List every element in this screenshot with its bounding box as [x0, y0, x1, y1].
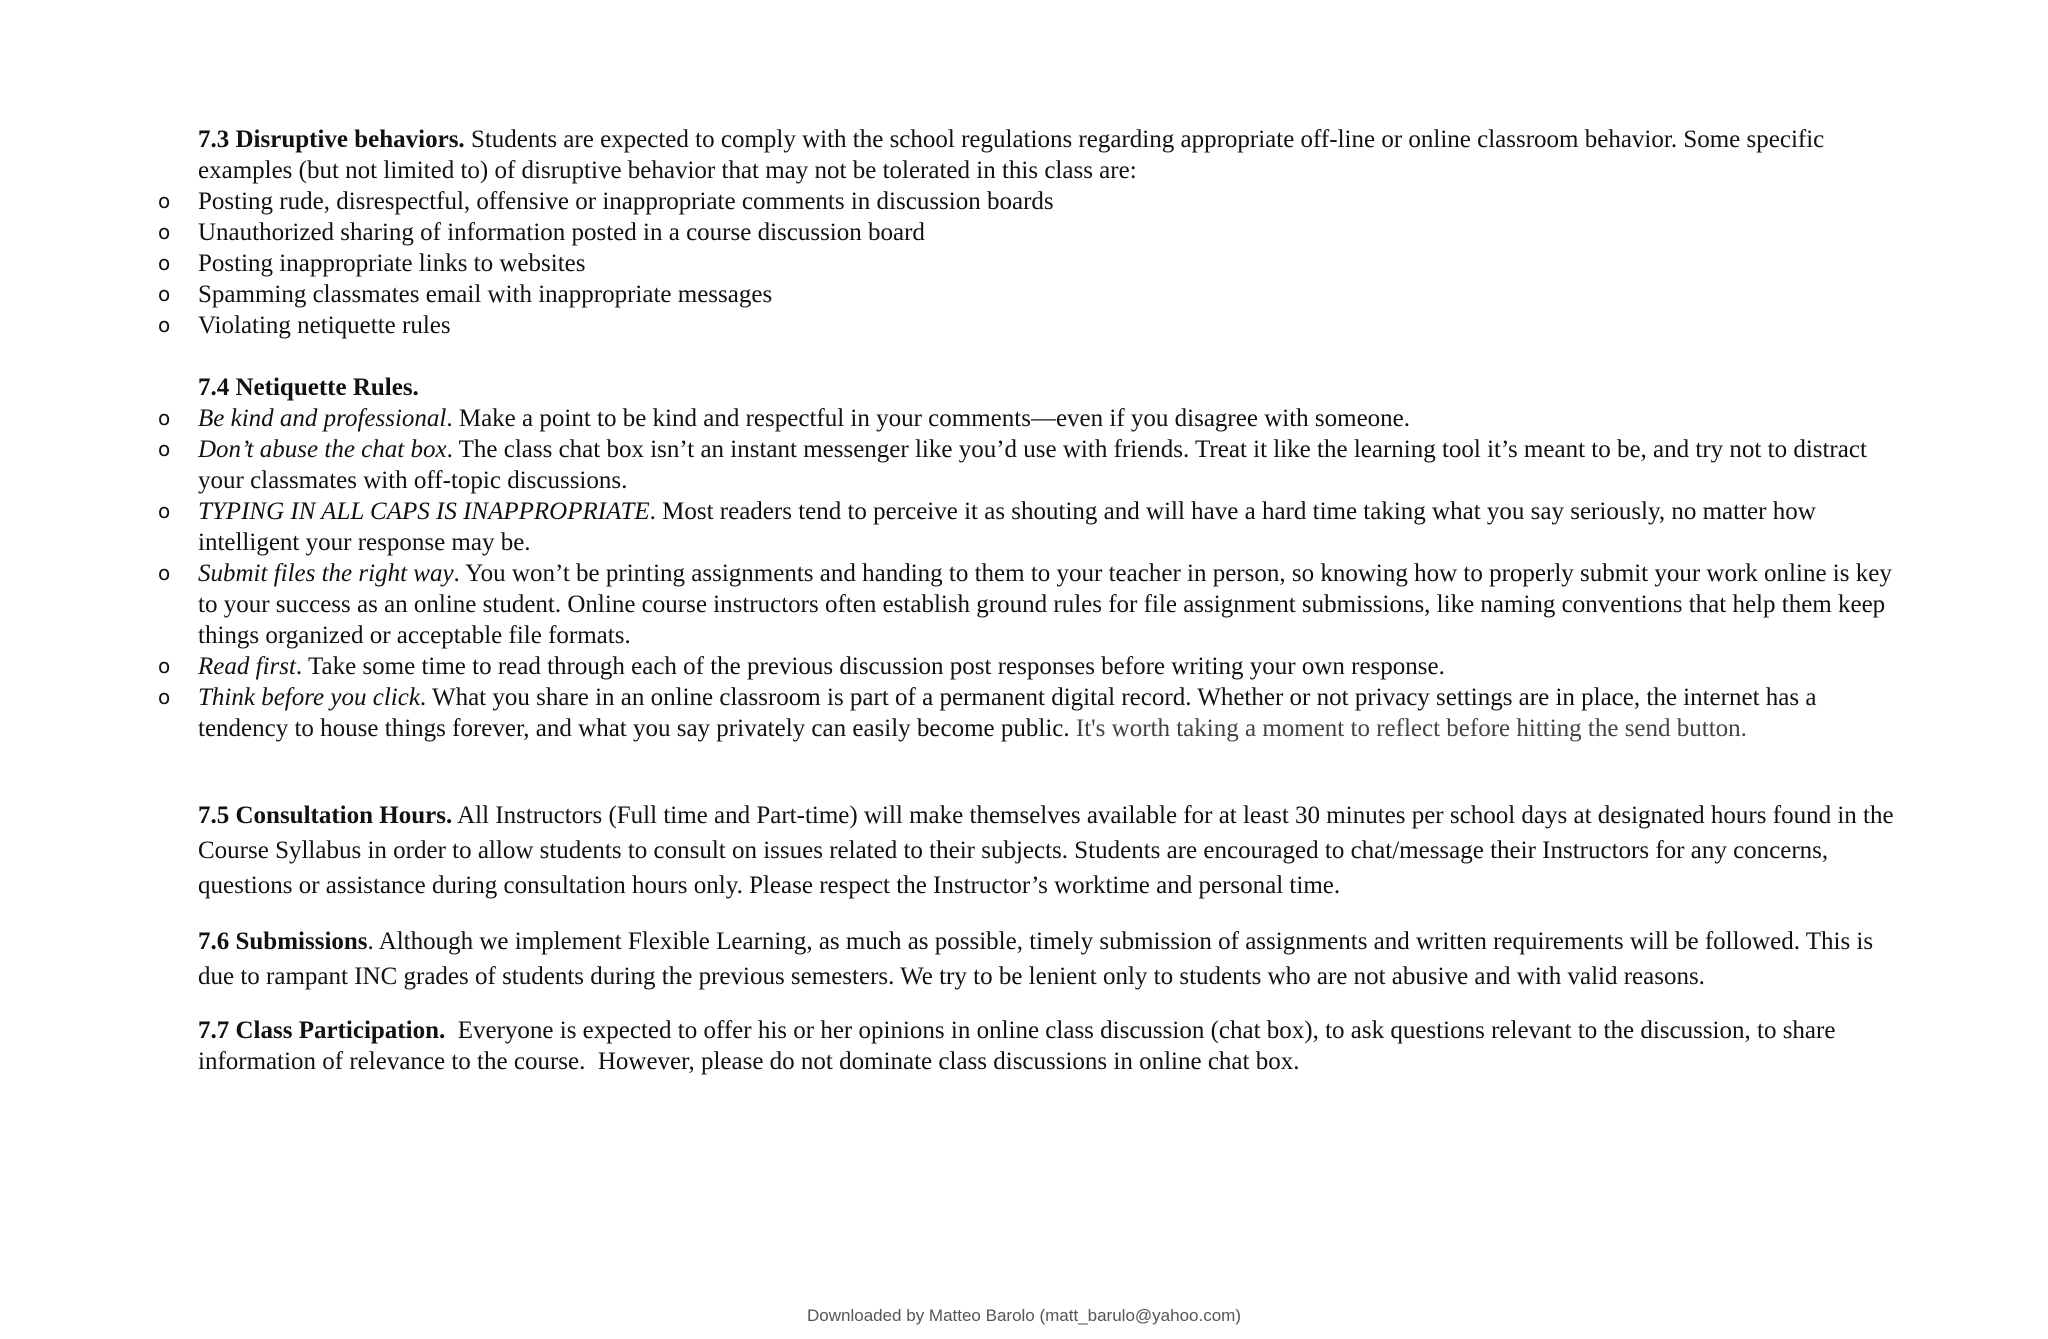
- rule-text: . What you share in an online classroom is part of a permanent digital record. Whether or not privacy settings are in place, the internet has a tendency to house things forever, and what you say privately can easily become public.: [198, 684, 1817, 742]
- rule-text: . The class chat box isn’t an instant messenger like you’d use with friends. Treat it like the learning tool it’s meant to be, and try not to distract your classmates with off-topic discussions.: [198, 436, 1867, 494]
- bullet-circle-icon: o: [158, 313, 171, 337]
- list-item-text: Unauthorized sharing of information posted in a course discussion board: [198, 219, 925, 246]
- download-footer: Downloaded by Matteo Barolo (matt_barulo@yahoo.com): [807, 1306, 1241, 1325]
- section-7-7: [198, 1015, 1898, 1077]
- list-item-text: Spamming classmates email with inappropriate messages: [198, 281, 773, 308]
- section-7-5-heading: 7.5 Consultation Hours.: [198, 802, 453, 829]
- section-7-6-text: . Although we implement Flexible Learning, as much as possible, timely submission of assignments and written requirements will be followed. This is due to rampant INC grades of students during the previous semesters. We try to be lenient only to students who are not abusive and with valid reasons.: [198, 928, 1874, 990]
- list-item-text: Posting rude, disrespectful, offensive or inappropriate comments in discussion boards: [198, 188, 1054, 215]
- rule-text: . Make a point to be kind and respectful in your comments—even if you disagree with someone.: [446, 405, 1411, 432]
- rule-text: . Most readers tend to perceive it as shouting and will have a hard time taking what you say seriously, no matter how intelligent your response may be.: [198, 498, 1816, 556]
- section-7-3-text: Students are expected to comply with the school regulations regarding appropriate off-line or online classroom behavior. Some specific examples (but not limited to) of disruptive behavior that may not be tolerated in this class are:: [198, 126, 1825, 184]
- document-page: [158, 124, 1898, 1077]
- section-7-4-heading-line: [198, 372, 1898, 403]
- section-7-4-heading: 7.4 Netiquette Rules.: [198, 374, 419, 401]
- list-item-text: Posting inappropriate links to websites: [198, 250, 586, 277]
- disruptive-behaviors-list: [158, 186, 1898, 341]
- bullet-circle-icon: o: [158, 282, 171, 306]
- rule-lead: Don’t abuse the chat box: [198, 436, 447, 463]
- netiquette-rules-list: [158, 403, 1898, 744]
- rule-text: . You won’t be printing assignments and handing to them to your teacher in person, so knowing how to properly submit your work online is key to your success as an online student. Online course instructors often establish ground rules for file assignment submissions, like naming conventions that help them keep things organized or acceptable file formats.: [198, 560, 1892, 649]
- bullet-circle-icon: o: [158, 406, 171, 430]
- bullet-circle-icon: o: [158, 189, 171, 213]
- bullet-circle-icon: o: [158, 654, 171, 678]
- rule-lead: Think before you click: [198, 684, 420, 711]
- rule-lead: Submit files the right way: [198, 560, 454, 587]
- section-7-7-heading: 7.7 Class Participation.: [198, 1017, 446, 1044]
- bullet-circle-icon: o: [158, 251, 171, 275]
- list-item: [158, 558, 1898, 651]
- list-item: [158, 682, 1898, 744]
- section-7-6-heading: 7.6 Submissions: [198, 928, 368, 955]
- bullet-circle-icon: o: [158, 499, 171, 523]
- rule-tail-text: It's worth taking a moment to reflect before hitting the send button.: [1075, 715, 1747, 742]
- list-item: [158, 403, 1898, 434]
- section-7-7-text: Everyone is expected to offer his or her opinions in online class discussion (chat box), to ask questions relevant to the discussion, to share information of relevance to the course. However, please do not dominate class discussions in online chat box.: [198, 1017, 1842, 1075]
- list-item: [158, 434, 1898, 496]
- rule-lead: Read first: [198, 653, 296, 680]
- section-7-4: [158, 372, 1898, 744]
- bullet-circle-icon: o: [158, 561, 171, 585]
- list-item: [158, 496, 1898, 558]
- section-7-3-heading: 7.3 Disruptive behaviors.: [198, 126, 465, 153]
- bullet-circle-icon: o: [158, 437, 171, 461]
- rule-lead: Be kind and professional: [198, 405, 447, 432]
- bullet-circle-icon: o: [158, 685, 171, 709]
- list-item-text: Violating netiquette rules: [198, 312, 451, 339]
- list-item: [158, 279, 1898, 310]
- rule-text: . Take some time to read through each of the previous discussion post responses before writing your own response.: [295, 653, 1445, 680]
- section-7-5: [198, 798, 1898, 903]
- list-item: [158, 310, 1898, 341]
- section-7-3-paragraph: [198, 124, 1898, 186]
- bullet-circle-icon: o: [158, 220, 171, 244]
- section-7-6: [198, 924, 1898, 994]
- list-item: [158, 186, 1898, 217]
- section-7-3: [158, 124, 1898, 341]
- section-7-5-text: All Instructors (Full time and Part-time) will make themselves available for at least 30 minutes per school days at designated hours found in the Course Syllabus in order to allow students to consult on issues related to their subjects. Students are encouraged to chat/message their Instructors for any concerns, questions or assistance during consultation hours only. Please respect the Instructor’s worktime and personal time.: [198, 802, 1894, 899]
- list-item: [158, 248, 1898, 279]
- list-item: [158, 217, 1898, 248]
- rule-lead: TYPING IN ALL CAPS IS INAPPROPRIATE: [198, 498, 650, 525]
- list-item: [158, 651, 1898, 682]
